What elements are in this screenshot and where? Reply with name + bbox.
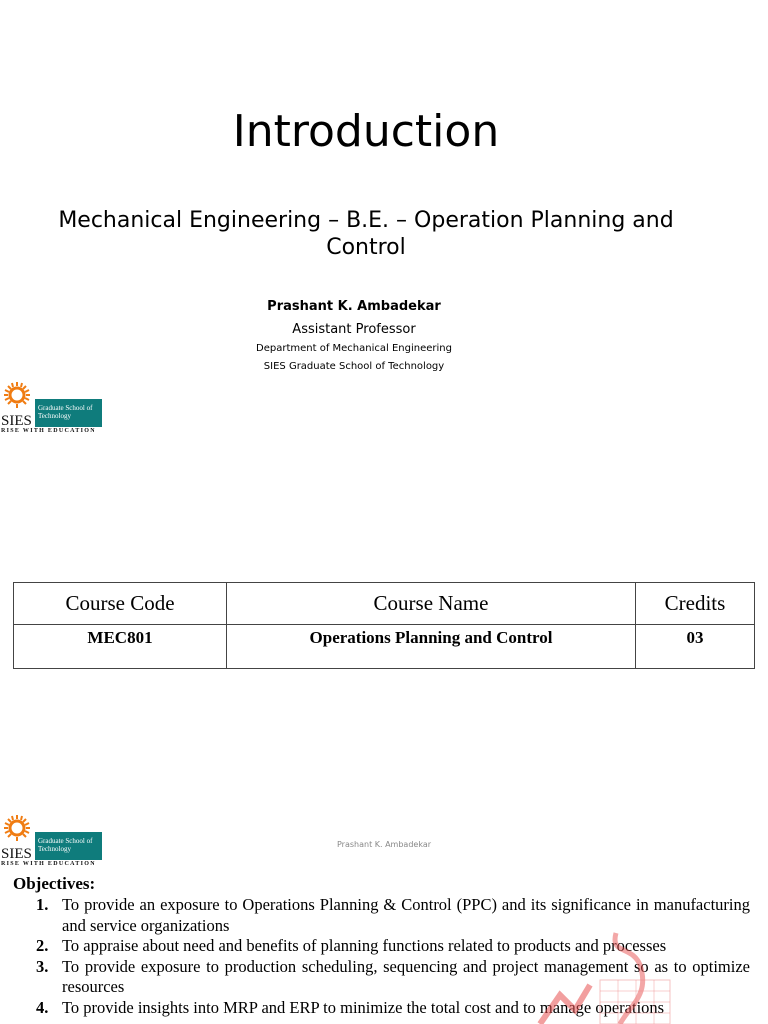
logo-motto: RISE WITH EDUCATION [1, 428, 96, 433]
list-item-text: To provide insights into MRP and ERP to minimize the total cost and to manage operations [62, 997, 665, 1017]
list-item-text: To provide exposure to production scheduling, sequencing and project management so as to optimize resources [62, 956, 750, 996]
list-item-text: To provide an exposure to Operations Planning & Control (PPC) and its significance in manufacturing and service organizations [62, 895, 750, 935]
stamp-watermark-icon [520, 925, 680, 1024]
list-item-number: 3. [36, 956, 49, 976]
logo-brand: SIES [1, 846, 32, 862]
cell-course-code: MEC801 [14, 625, 227, 669]
slide-title: Introduction [232, 106, 500, 157]
slide-subtitle: Mechanical Engineering – B.E. – Operation Planning and Control [58, 208, 674, 260]
sies-logo [0, 381, 104, 433]
course-table-header-row [14, 583, 755, 625]
course-table [13, 582, 755, 669]
logo-tag-line2: Technology [38, 412, 71, 420]
objectives-heading: Objectives: [13, 874, 96, 893]
list-item-number: 2. [36, 936, 49, 955]
author-role: Assistant Professor [292, 322, 416, 337]
logo-brand: SIES [1, 413, 32, 429]
header-credits: Credits [636, 583, 755, 625]
sun-icon [4, 382, 30, 408]
course-table-row [14, 625, 755, 669]
header-course-code: Course Code [14, 583, 227, 625]
logo-tag-line1: Graduate School of [38, 404, 93, 412]
list-item-text: To appraise about need and benefits of planning functions related to products and processes [62, 936, 667, 955]
list-item-number: 1. [36, 895, 49, 914]
logo-tag-line2: Technology [38, 845, 71, 853]
logo-tag-line1: Graduate School of [38, 837, 93, 845]
logo-motto: RISE WITH EDUCATION [1, 861, 96, 866]
cell-credits: 03 [636, 625, 755, 669]
footer-text: Prashant K. Ambadekar [336, 840, 432, 849]
cell-course-name: Operations Planning and Control [227, 625, 636, 669]
header-course-name: Course Name [227, 583, 636, 625]
author-department: Department of Mechanical Engineering [256, 343, 452, 354]
list-item-number: 4. [36, 997, 49, 1017]
sun-icon [4, 815, 30, 841]
author-school: SIES Graduate School of Technology [263, 361, 445, 372]
author-name: Prashant K. Ambadekar [267, 299, 441, 314]
